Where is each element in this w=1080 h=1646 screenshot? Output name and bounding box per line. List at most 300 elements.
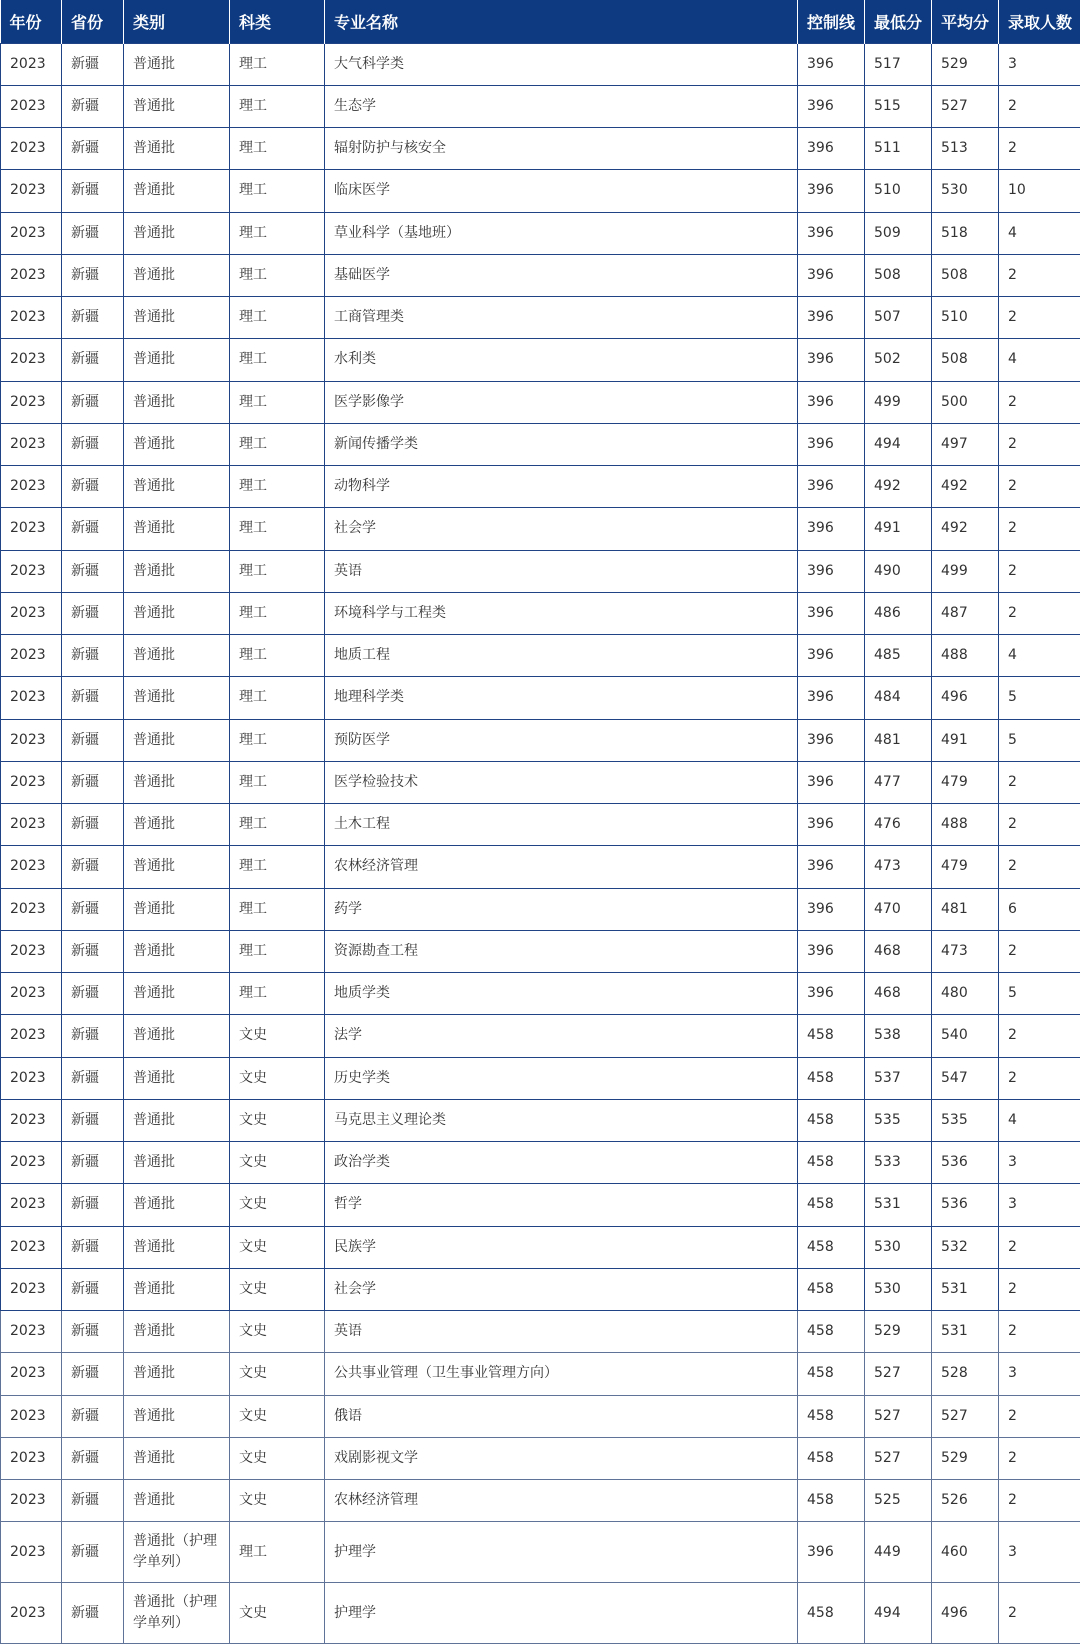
cell-avg-score: 536: [932, 1142, 999, 1184]
cell-control-line: 458: [798, 1583, 865, 1644]
header-major-name: 专业名称: [325, 0, 798, 43]
cell-province: 新疆: [62, 1226, 124, 1268]
cell-major-name: 社会学: [325, 1268, 798, 1310]
cell-major-name: 民族学: [325, 1226, 798, 1268]
cell-province: 新疆: [62, 1437, 124, 1479]
cell-admitted-count: 2: [999, 1268, 1080, 1310]
cell-batch-type: 普通批: [124, 677, 230, 719]
cell-control-line: 458: [798, 1480, 865, 1522]
cell-control-line: 396: [798, 592, 865, 634]
cell-batch-type: 普通批: [124, 973, 230, 1015]
cell-year: 2023: [1, 1311, 62, 1353]
table-row: [1, 888, 1080, 930]
cell-major-name: 农林经济管理: [325, 1480, 798, 1522]
header-batch-type: 类别: [124, 0, 230, 43]
cell-batch-type: 普通批: [124, 846, 230, 888]
cell-batch-type: 普通批（护理学单列）: [124, 1583, 230, 1644]
table-row: [1, 635, 1080, 677]
cell-subject-track: 文史: [230, 1395, 325, 1437]
table-row: [1, 1311, 1080, 1353]
cell-province: 新疆: [62, 85, 124, 127]
cell-province: 新疆: [62, 1395, 124, 1437]
cell-min-score: 517: [865, 43, 932, 85]
cell-min-score: 476: [865, 804, 932, 846]
cell-control-line: 396: [798, 1522, 865, 1583]
cell-subject-track: 理工: [230, 592, 325, 634]
cell-min-score: 527: [865, 1437, 932, 1479]
cell-major-name: 地质工程: [325, 635, 798, 677]
cell-avg-score: 460: [932, 1522, 999, 1583]
cell-subject-track: 理工: [230, 761, 325, 803]
cell-year: 2023: [1, 43, 62, 85]
cell-province: 新疆: [62, 804, 124, 846]
cell-major-name: 医学影像学: [325, 381, 798, 423]
cell-avg-score: 496: [932, 677, 999, 719]
cell-year: 2023: [1, 677, 62, 719]
cell-avg-score: 508: [932, 254, 999, 296]
table-row: [1, 1437, 1080, 1479]
cell-min-score: 535: [865, 1099, 932, 1141]
cell-subject-track: 文史: [230, 1057, 325, 1099]
cell-control-line: 396: [798, 212, 865, 254]
cell-subject-track: 文史: [230, 1015, 325, 1057]
cell-min-score: 530: [865, 1268, 932, 1310]
cell-avg-score: 518: [932, 212, 999, 254]
cell-batch-type: 普通批: [124, 85, 230, 127]
cell-avg-score: 499: [932, 550, 999, 592]
cell-province: 新疆: [62, 846, 124, 888]
cell-avg-score: 500: [932, 381, 999, 423]
cell-control-line: 458: [798, 1057, 865, 1099]
cell-subject-track: 文史: [230, 1226, 325, 1268]
cell-province: 新疆: [62, 1522, 124, 1583]
cell-province: 新疆: [62, 43, 124, 85]
table-row: [1, 212, 1080, 254]
cell-control-line: 396: [798, 761, 865, 803]
cell-admitted-count: 5: [999, 973, 1080, 1015]
cell-min-score: 525: [865, 1480, 932, 1522]
cell-subject-track: 理工: [230, 550, 325, 592]
cell-year: 2023: [1, 170, 62, 212]
cell-control-line: 396: [798, 846, 865, 888]
header-row: [1, 0, 1080, 43]
cell-control-line: 396: [798, 297, 865, 339]
cell-control-line: 396: [798, 466, 865, 508]
cell-min-score: 515: [865, 85, 932, 127]
cell-batch-type: 普通批: [124, 381, 230, 423]
cell-subject-track: 理工: [230, 508, 325, 550]
cell-subject-track: 理工: [230, 254, 325, 296]
cell-subject-track: 理工: [230, 930, 325, 972]
cell-admitted-count: 6: [999, 888, 1080, 930]
cell-min-score: 473: [865, 846, 932, 888]
cell-batch-type: 普通批: [124, 719, 230, 761]
cell-year: 2023: [1, 1522, 62, 1583]
table-row: [1, 846, 1080, 888]
table-row: [1, 297, 1080, 339]
cell-major-name: 资源勘查工程: [325, 930, 798, 972]
cell-min-score: 502: [865, 339, 932, 381]
header-year: 年份: [1, 0, 62, 43]
cell-avg-score: 529: [932, 1437, 999, 1479]
cell-subject-track: 理工: [230, 339, 325, 381]
cell-control-line: 458: [798, 1142, 865, 1184]
cell-major-name: 环境科学与工程类: [325, 592, 798, 634]
cell-province: 新疆: [62, 677, 124, 719]
cell-batch-type: 普通批: [124, 930, 230, 972]
table-row: [1, 550, 1080, 592]
cell-batch-type: 普通批: [124, 1480, 230, 1522]
cell-subject-track: 文史: [230, 1480, 325, 1522]
cell-province: 新疆: [62, 1311, 124, 1353]
cell-province: 新疆: [62, 254, 124, 296]
header-subject-track: 科类: [230, 0, 325, 43]
table-row: [1, 1268, 1080, 1310]
cell-control-line: 396: [798, 43, 865, 85]
header-min-score: 最低分: [865, 0, 932, 43]
cell-province: 新疆: [62, 592, 124, 634]
cell-province: 新疆: [62, 1353, 124, 1395]
cell-major-name: 公共事业管理（卫生事业管理方向）: [325, 1353, 798, 1395]
cell-avg-score: 540: [932, 1015, 999, 1057]
cell-min-score: 449: [865, 1522, 932, 1583]
cell-province: 新疆: [62, 550, 124, 592]
header-admitted-count: 录取人数: [999, 0, 1080, 43]
cell-avg-score: 488: [932, 804, 999, 846]
cell-avg-score: 508: [932, 339, 999, 381]
cell-min-score: 492: [865, 466, 932, 508]
cell-avg-score: 535: [932, 1099, 999, 1141]
table-row: [1, 677, 1080, 719]
cell-year: 2023: [1, 254, 62, 296]
cell-min-score: 491: [865, 508, 932, 550]
cell-province: 新疆: [62, 466, 124, 508]
cell-subject-track: 理工: [230, 719, 325, 761]
cell-avg-score: 529: [932, 43, 999, 85]
cell-year: 2023: [1, 1353, 62, 1395]
cell-admitted-count: 10: [999, 170, 1080, 212]
cell-year: 2023: [1, 761, 62, 803]
cell-major-name: 大气科学类: [325, 43, 798, 85]
cell-subject-track: 理工: [230, 43, 325, 85]
cell-admitted-count: 2: [999, 846, 1080, 888]
cell-admitted-count: 2: [999, 254, 1080, 296]
cell-min-score: 509: [865, 212, 932, 254]
cell-subject-track: 理工: [230, 381, 325, 423]
cell-min-score: 510: [865, 170, 932, 212]
cell-major-name: 工商管理类: [325, 297, 798, 339]
cell-batch-type: 普通批: [124, 592, 230, 634]
cell-control-line: 396: [798, 719, 865, 761]
cell-subject-track: 理工: [230, 635, 325, 677]
cell-batch-type: 普通批: [124, 1057, 230, 1099]
header-avg-score: 平均分: [932, 0, 999, 43]
cell-province: 新疆: [62, 1015, 124, 1057]
table-row: [1, 930, 1080, 972]
cell-avg-score: 480: [932, 973, 999, 1015]
cell-batch-type: 普通批: [124, 254, 230, 296]
cell-admitted-count: 2: [999, 804, 1080, 846]
table-row: [1, 1395, 1080, 1437]
table-row: [1, 423, 1080, 465]
cell-batch-type: 普通批: [124, 1268, 230, 1310]
cell-major-name: 预防医学: [325, 719, 798, 761]
cell-year: 2023: [1, 1395, 62, 1437]
table-row: [1, 1480, 1080, 1522]
cell-admitted-count: 2: [999, 381, 1080, 423]
cell-province: 新疆: [62, 1583, 124, 1644]
cell-year: 2023: [1, 804, 62, 846]
table-row: [1, 1057, 1080, 1099]
cell-admitted-count: 2: [999, 1395, 1080, 1437]
cell-batch-type: 普通批: [124, 1099, 230, 1141]
table-row: [1, 804, 1080, 846]
cell-year: 2023: [1, 635, 62, 677]
cell-province: 新疆: [62, 1057, 124, 1099]
cell-major-name: 基础医学: [325, 254, 798, 296]
cell-min-score: 533: [865, 1142, 932, 1184]
cell-avg-score: 532: [932, 1226, 999, 1268]
cell-admitted-count: 4: [999, 212, 1080, 254]
cell-admitted-count: 2: [999, 1015, 1080, 1057]
cell-admitted-count: 3: [999, 43, 1080, 85]
cell-subject-track: 文史: [230, 1142, 325, 1184]
cell-year: 2023: [1, 592, 62, 634]
table-header: [1, 0, 1080, 43]
cell-admitted-count: 2: [999, 592, 1080, 634]
cell-subject-track: 理工: [230, 128, 325, 170]
cell-min-score: 499: [865, 381, 932, 423]
cell-control-line: 396: [798, 254, 865, 296]
table-row: [1, 1184, 1080, 1226]
cell-admitted-count: 2: [999, 1226, 1080, 1268]
cell-min-score: 537: [865, 1057, 932, 1099]
table-row: [1, 466, 1080, 508]
cell-subject-track: 理工: [230, 1522, 325, 1583]
cell-province: 新疆: [62, 719, 124, 761]
cell-year: 2023: [1, 297, 62, 339]
cell-batch-type: 普通批: [124, 1395, 230, 1437]
cell-year: 2023: [1, 466, 62, 508]
cell-major-name: 戏剧影视文学: [325, 1437, 798, 1479]
cell-control-line: 458: [798, 1015, 865, 1057]
table-row: [1, 128, 1080, 170]
header-control-line: 控制线: [798, 0, 865, 43]
cell-admitted-count: 3: [999, 1142, 1080, 1184]
table-row: [1, 170, 1080, 212]
cell-major-name: 新闻传播学类: [325, 423, 798, 465]
cell-control-line: 396: [798, 677, 865, 719]
cell-major-name: 护理学: [325, 1522, 798, 1583]
cell-province: 新疆: [62, 1268, 124, 1310]
cell-province: 新疆: [62, 635, 124, 677]
table-row: [1, 1099, 1080, 1141]
cell-subject-track: 理工: [230, 297, 325, 339]
table-row: [1, 1226, 1080, 1268]
cell-min-score: 468: [865, 973, 932, 1015]
cell-batch-type: 普通批: [124, 1311, 230, 1353]
cell-year: 2023: [1, 128, 62, 170]
cell-admitted-count: 3: [999, 1184, 1080, 1226]
cell-major-name: 水利类: [325, 339, 798, 381]
cell-batch-type: 普通批: [124, 43, 230, 85]
cell-major-name: 法学: [325, 1015, 798, 1057]
cell-admitted-count: 2: [999, 508, 1080, 550]
cell-admitted-count: 4: [999, 635, 1080, 677]
cell-year: 2023: [1, 381, 62, 423]
cell-min-score: 490: [865, 550, 932, 592]
cell-year: 2023: [1, 1583, 62, 1644]
cell-year: 2023: [1, 508, 62, 550]
cell-major-name: 马克思主义理论类: [325, 1099, 798, 1141]
cell-min-score: 507: [865, 297, 932, 339]
cell-province: 新疆: [62, 888, 124, 930]
cell-major-name: 社会学: [325, 508, 798, 550]
cell-year: 2023: [1, 930, 62, 972]
cell-year: 2023: [1, 1437, 62, 1479]
cell-year: 2023: [1, 339, 62, 381]
cell-major-name: 土木工程: [325, 804, 798, 846]
cell-batch-type: 普通批: [124, 1184, 230, 1226]
cell-batch-type: 普通批: [124, 888, 230, 930]
cell-major-name: 地质学类: [325, 973, 798, 1015]
cell-min-score: 494: [865, 423, 932, 465]
cell-min-score: 527: [865, 1395, 932, 1437]
cell-province: 新疆: [62, 1142, 124, 1184]
cell-admitted-count: 2: [999, 297, 1080, 339]
cell-admitted-count: 2: [999, 466, 1080, 508]
cell-year: 2023: [1, 1015, 62, 1057]
cell-admitted-count: 4: [999, 339, 1080, 381]
cell-year: 2023: [1, 423, 62, 465]
table-row: [1, 1015, 1080, 1057]
cell-avg-score: 527: [932, 85, 999, 127]
cell-major-name: 农林经济管理: [325, 846, 798, 888]
cell-min-score: 468: [865, 930, 932, 972]
cell-batch-type: 普通批: [124, 339, 230, 381]
table-row: [1, 761, 1080, 803]
cell-batch-type: 普通批: [124, 128, 230, 170]
cell-year: 2023: [1, 1226, 62, 1268]
cell-batch-type: 普通批: [124, 1142, 230, 1184]
cell-control-line: 458: [798, 1184, 865, 1226]
cell-avg-score: 492: [932, 466, 999, 508]
cell-province: 新疆: [62, 128, 124, 170]
table-row: [1, 1522, 1080, 1583]
cell-major-name: 历史学类: [325, 1057, 798, 1099]
cell-province: 新疆: [62, 212, 124, 254]
cell-admitted-count: 2: [999, 550, 1080, 592]
cell-min-score: 538: [865, 1015, 932, 1057]
cell-control-line: 396: [798, 804, 865, 846]
cell-batch-type: 普通批: [124, 550, 230, 592]
cell-major-name: 生态学: [325, 85, 798, 127]
cell-admitted-count: 2: [999, 930, 1080, 972]
cell-batch-type: 普通批: [124, 1437, 230, 1479]
cell-control-line: 396: [798, 170, 865, 212]
cell-admitted-count: 2: [999, 1437, 1080, 1479]
table-row: [1, 43, 1080, 85]
cell-year: 2023: [1, 846, 62, 888]
cell-avg-score: 510: [932, 297, 999, 339]
cell-admitted-count: 2: [999, 128, 1080, 170]
cell-major-name: 动物科学: [325, 466, 798, 508]
cell-batch-type: 普通批: [124, 423, 230, 465]
cell-year: 2023: [1, 85, 62, 127]
cell-control-line: 396: [798, 973, 865, 1015]
cell-year: 2023: [1, 973, 62, 1015]
cell-province: 新疆: [62, 339, 124, 381]
cell-province: 新疆: [62, 973, 124, 1015]
cell-avg-score: 481: [932, 888, 999, 930]
cell-major-name: 英语: [325, 550, 798, 592]
cell-major-name: 哲学: [325, 1184, 798, 1226]
table-row: [1, 339, 1080, 381]
cell-major-name: 临床医学: [325, 170, 798, 212]
cell-subject-track: 理工: [230, 973, 325, 1015]
cell-major-name: 英语: [325, 1311, 798, 1353]
cell-province: 新疆: [62, 761, 124, 803]
cell-admitted-count: 2: [999, 761, 1080, 803]
cell-province: 新疆: [62, 381, 124, 423]
cell-control-line: 396: [798, 930, 865, 972]
cell-avg-score: 492: [932, 508, 999, 550]
cell-admitted-count: 2: [999, 1480, 1080, 1522]
cell-admitted-count: 2: [999, 85, 1080, 127]
cell-province: 新疆: [62, 1099, 124, 1141]
table-row: [1, 381, 1080, 423]
cell-admitted-count: 4: [999, 1099, 1080, 1141]
cell-control-line: 458: [798, 1311, 865, 1353]
cell-province: 新疆: [62, 1480, 124, 1522]
cell-min-score: 481: [865, 719, 932, 761]
cell-province: 新疆: [62, 423, 124, 465]
table-row: [1, 1353, 1080, 1395]
cell-batch-type: 普通批: [124, 212, 230, 254]
cell-min-score: 486: [865, 592, 932, 634]
cell-admitted-count: 2: [999, 1057, 1080, 1099]
cell-batch-type: 普通批: [124, 508, 230, 550]
cell-batch-type: 普通批: [124, 804, 230, 846]
cell-admitted-count: 2: [999, 423, 1080, 465]
cell-control-line: 396: [798, 550, 865, 592]
cell-control-line: 396: [798, 381, 865, 423]
cell-control-line: 458: [798, 1099, 865, 1141]
cell-avg-score: 488: [932, 635, 999, 677]
cell-subject-track: 文史: [230, 1437, 325, 1479]
cell-batch-type: 普通批: [124, 761, 230, 803]
cell-batch-type: 普通批: [124, 1226, 230, 1268]
cell-avg-score: 479: [932, 846, 999, 888]
cell-control-line: 396: [798, 423, 865, 465]
cell-control-line: 396: [798, 508, 865, 550]
header-province: 省份: [62, 0, 124, 43]
cell-province: 新疆: [62, 1184, 124, 1226]
cell-subject-track: 文史: [230, 1583, 325, 1644]
cell-year: 2023: [1, 1057, 62, 1099]
cell-subject-track: 文史: [230, 1268, 325, 1310]
table-row: [1, 1583, 1080, 1644]
cell-min-score: 494: [865, 1583, 932, 1644]
cell-province: 新疆: [62, 508, 124, 550]
cell-avg-score: 536: [932, 1184, 999, 1226]
cell-batch-type: 普通批: [124, 1353, 230, 1395]
cell-year: 2023: [1, 1480, 62, 1522]
cell-year: 2023: [1, 550, 62, 592]
cell-min-score: 530: [865, 1226, 932, 1268]
cell-admitted-count: 2: [999, 1311, 1080, 1353]
cell-subject-track: 理工: [230, 212, 325, 254]
